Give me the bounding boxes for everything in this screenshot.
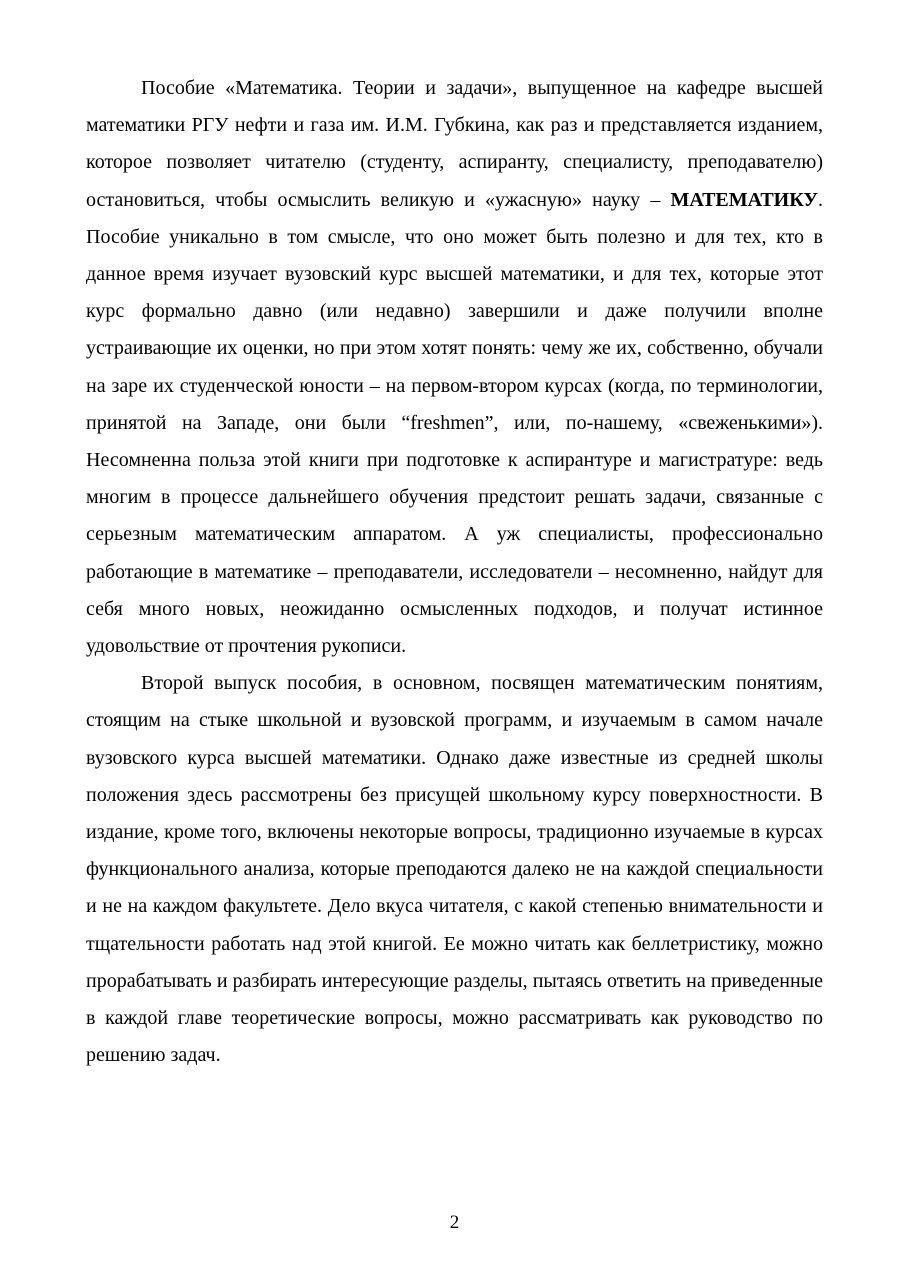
emphasized-word: МАТЕМАТИКУ [670,188,818,211]
paragraph: Второй выпуск пособия, в основном, посвящен математическим понятиям, стоящим на стыке школьной и вузовской программ, и изучаемым в самом начале вузовского курса высшей математики. Однако даже известные из средней школы положения здесь рассмотрены без присущей школьному курсу поверхностности. В издание, кроме того, включены некоторые вопросы, традиционно изучаемые в курсах функционального анализа, которые преподаются далеко не на каждой специальности и не на каждом факультете. Дело вкуса читателя, с какой степенью внимательности и тщательности работать над этой книгой. Ее можно читать как беллетристику, можно прорабатывать и разбирать интересующие разделы, пытаясь ответить на приведенные в каждой главе теоретические вопросы, можно рассматривать как руководство по решению задач. [86,672,823,1067]
page-number: 2 [449,1212,460,1233]
paragraph [86,70,823,665]
paragraph-text: Пособие «Математика. Теории и задачи», выпущенное на кафедре высшей математики РГУ нефти и газа им. И.М. Губкина, как раз и представляется изданием, которое позволяет читателю (студенту, аспиранту, специалисту, преподавателю) остановиться, чтобы осмыслить великую и «ужасную» науку – [86,77,823,211]
body-text [86,70,823,1074]
paragraph-text: . Пособие уникально в том смысле, что оно может быть полезно и для тех, кто в данное время изучает вузовский курс высшей математики, и для тех, которые этот курс формально давно (или недавно) завершили и даже получили вполне устраивающие их оценки, но при этом хотят понять: чему же их, собственно, обучали на заре их студенческой юности – на первом-втором курсах (когда, по терминологии, принятой на Западе, они были “freshmen”, или, по-нашему, «свеженькими»). Несомненна польза этой книги при подготовке к аспирантуре и магистратуре: ведь многим в процессе дальнейшего обучения предстоит решать задачи, связанные с серьезным математическим аппаратом. А уж специалисты, профессионально работающие в математике – преподаватели, исследователи – несомненно, найдут для себя много новых, неожиданно осмысленных подходов, и получат истинное удовольствие от прочтения рукописи. [86,188,823,658]
